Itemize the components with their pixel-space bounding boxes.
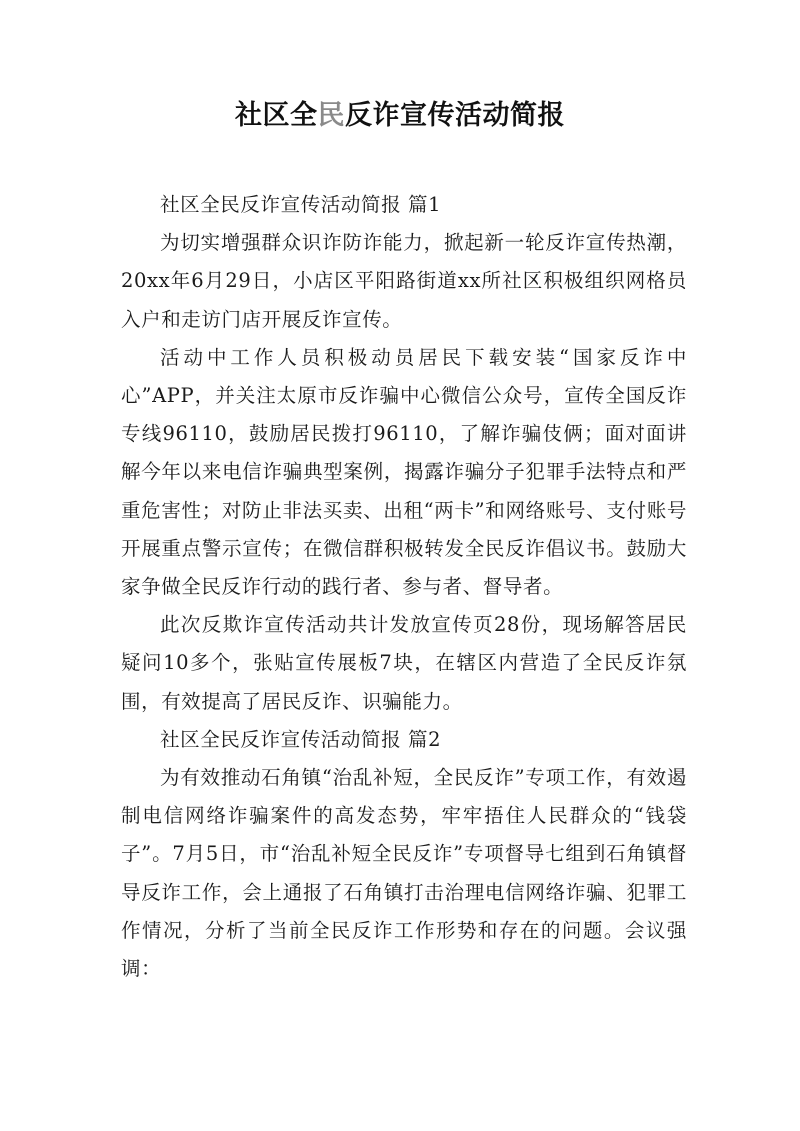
paragraph: 此次反欺诈宣传活动共计发放宣传页28份，现场解答居民疑问10多个，张贴宣传展板7块，在辖区内营造了全民反诈氛围，有效提高了居民反诈、识骗能力。 bbox=[121, 613, 687, 713]
paragraph: 活动中工作人员积极动员居民下载安装“国家反诈中心”APP，并关注太原市反诈骗中心微信公众号，宣传全国反诈专线96110，鼓励居民拨打96110，了解诈骗伎俩；面对面讲解今年以来电信诈骗典型案例，揭露诈骗分子犯罪手法特点和严重危害性；对防止非法买卖、出租“两卡”和网络账号、支付账号开展重点警示宣传；在微信群积极转发全民反诈倡议书。鼓励大家争做全民反诈行动的践行者、参与者、督导者。 bbox=[121, 345, 687, 599]
page-title bbox=[0, 96, 800, 136]
title-faded-char: 民 bbox=[317, 100, 345, 131]
section-heading-2: 社区全民反诈宣传活动简报 篇2 bbox=[160, 727, 442, 751]
title-text-end: 反诈宣传活动简报 bbox=[345, 100, 565, 131]
title-text-start: 社区全 bbox=[235, 100, 318, 131]
document-body bbox=[121, 186, 687, 988]
paragraph: 为切实增强群众识诈防诈能力，掀起新一轮反诈宣传热潮，20xx年6月29日，小店区平阳路街道xx所社区积极组织网格员入户和走访门店开展反诈宣传。 bbox=[121, 231, 687, 331]
paragraph: 为有效推动石角镇“治乱补短，全民反诈”专项工作，有效遏制电信网络诈骗案件的高发态势，牢牢捂住人民群众的“钱袋子”。7月5日，市“治乱补短全民反诈”专项督导七组到石角镇督导反诈工作，会上通报了石角镇打击治理电信网络诈骗、犯罪工作情况，分析了当前全民反诈工作形势和存在的问题。会议强调： bbox=[121, 766, 687, 981]
section-heading-1: 社区全民反诈宣传活动简报 篇1 bbox=[160, 193, 442, 216]
